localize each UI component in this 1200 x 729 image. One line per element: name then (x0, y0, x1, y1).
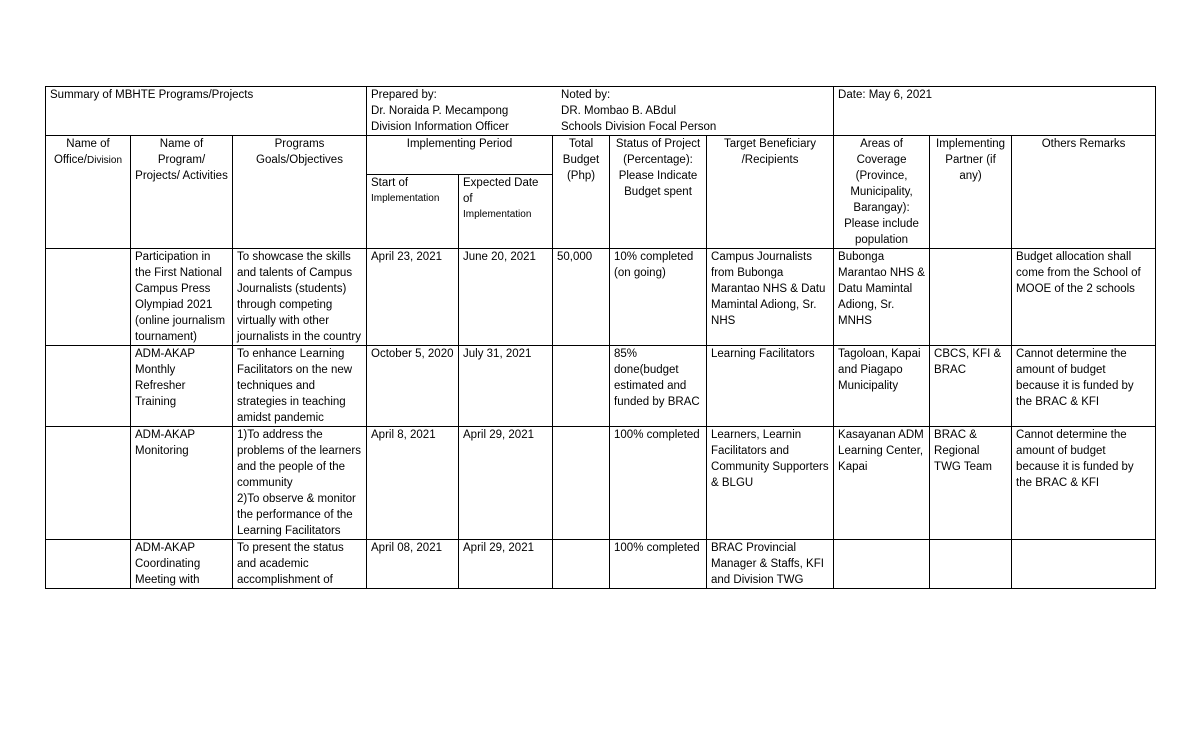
cell-budget (553, 346, 610, 427)
cell-remarks: Budget allocation shall come from the School of MOOE of the 2 schools (1012, 249, 1156, 346)
cell-partner (930, 540, 1012, 589)
cell-budget (553, 540, 610, 589)
col-expected: Expected Date of Implementation (459, 174, 553, 248)
table-row (46, 540, 1156, 589)
noted-label: Noted by: (561, 89, 611, 101)
cell-status: 100% completed (610, 540, 707, 589)
signatories-cell (367, 87, 834, 136)
summary-title: Summary of MBHTE Programs/Projects (50, 89, 254, 101)
cell-program: ADM-AKAP Monitoring (131, 427, 233, 540)
cell-office (46, 540, 131, 589)
goal-item: 1)To address the problems of the learners and the people of the community (237, 429, 362, 489)
col-partner: Implementing Partner (if any) (930, 136, 1012, 249)
goal-item: 2)To observe & monitor the performance of the Learning Facilitators (237, 493, 356, 537)
cell-partner (930, 249, 1012, 346)
cell-target: Learning Facilitators (707, 346, 834, 427)
prepared-label: Prepared by: (371, 89, 437, 101)
col-budget: Total Budget (Php) (553, 136, 610, 249)
cell-partner: CBCS, KFI & BRAC (930, 346, 1012, 427)
cell-status: 85% done(budget estimated and funded by BRAC (610, 346, 707, 427)
cell-remarks: Cannot determine the amount of budget because it is funded by the BRAC & KFI (1012, 346, 1156, 427)
cell-status: 10% completed (on going) (610, 249, 707, 346)
noted-title: Schools Division Focal Person (561, 121, 717, 133)
col-period: Implementing Period (367, 136, 553, 175)
header-row (46, 87, 1156, 136)
prepared-by-block (371, 87, 561, 135)
cell-program: ADM-AKAP Monthly Refresher Training (131, 346, 233, 427)
noted-name: DR. Mombao B. ABdul (561, 105, 677, 117)
cell-areas: Tagoloan, Kapai and Piagapo Municipality (834, 346, 930, 427)
column-header-row (46, 136, 1156, 175)
cell-status: 100% completed (610, 427, 707, 540)
cell-expected: July 31, 2021 (459, 346, 553, 427)
cell-budget: 50,000 (553, 249, 610, 346)
prepared-name: Dr. Noraida P. Mecampong (371, 105, 509, 117)
col-remarks: Others Remarks (1012, 136, 1156, 249)
cell-office (46, 249, 131, 346)
cell-start: April 8, 2021 (367, 427, 459, 540)
cell-goals: To enhance Learning Facilitators on the new techniques and strategies in teaching amidst pandemic (233, 346, 367, 427)
cell-areas: Kasayanan ADM Learning Center, Kapai (834, 427, 930, 540)
cell-program: Participation in the First National Campus Press Olympiad 2021 (online journalism tournament) (131, 249, 233, 346)
prepared-title: Division Information Officer (371, 121, 509, 133)
cell-goals (233, 427, 367, 540)
summary-table (45, 86, 1156, 589)
col-areas: Areas of Coverage (Province, Municipality, Barangay): Please include population (834, 136, 930, 249)
cell-areas: Bubonga Marantao NHS & Datu Mamintal Adiong, Sr. MNHS (834, 249, 930, 346)
noted-by-block (561, 87, 716, 135)
date-text: Date: May 6, 2021 (838, 89, 933, 101)
cell-program: ADM-AKAP Coordinating Meeting with (131, 540, 233, 589)
col-start: Start of Implementation (367, 174, 459, 248)
cell-target: Campus Journalists from Bubonga Marantao NHS & Datu Mamintal Adiong, Sr. NHS (707, 249, 834, 346)
date-cell (834, 87, 1156, 136)
cell-office (46, 427, 131, 540)
col-status: Status of Project (Percentage): Please Indicate Budget spent (610, 136, 707, 249)
summary-title-cell (46, 87, 367, 136)
cell-areas (834, 540, 930, 589)
cell-start: April 08, 2021 (367, 540, 459, 589)
cell-remarks: Cannot determine the amount of budget because it is funded by the BRAC & KFI (1012, 427, 1156, 540)
cell-goals: To showcase the skills and talents of Campus Journalists (students) through competing virtually with other journalists in the country (233, 249, 367, 346)
table-row (46, 427, 1156, 540)
col-target: Target Beneficiary /Recipients (707, 136, 834, 249)
cell-target: Learners, Learnin Facilitators and Community Supporters & BLGU (707, 427, 834, 540)
cell-budget (553, 427, 610, 540)
cell-expected: April 29, 2021 (459, 540, 553, 589)
cell-expected: April 29, 2021 (459, 427, 553, 540)
cell-office (46, 346, 131, 427)
col-office: Name of Office/Division (46, 136, 131, 249)
cell-start: October 5, 2020 (367, 346, 459, 427)
col-program: Name of Program/ Projects/ Activities (131, 136, 233, 249)
cell-partner: BRAC & Regional TWG Team (930, 427, 1012, 540)
cell-target: BRAC Provincial Manager & Staffs, KFI and Division TWG (707, 540, 834, 589)
cell-expected: June 20, 2021 (459, 249, 553, 346)
cell-goals: To present the status and academic accomplishment of (233, 540, 367, 589)
col-goals: Programs Goals/Objectives (233, 136, 367, 249)
cell-start: April 23, 2021 (367, 249, 459, 346)
table-row (46, 249, 1156, 346)
cell-remarks (1012, 540, 1156, 589)
table-row (46, 346, 1156, 427)
